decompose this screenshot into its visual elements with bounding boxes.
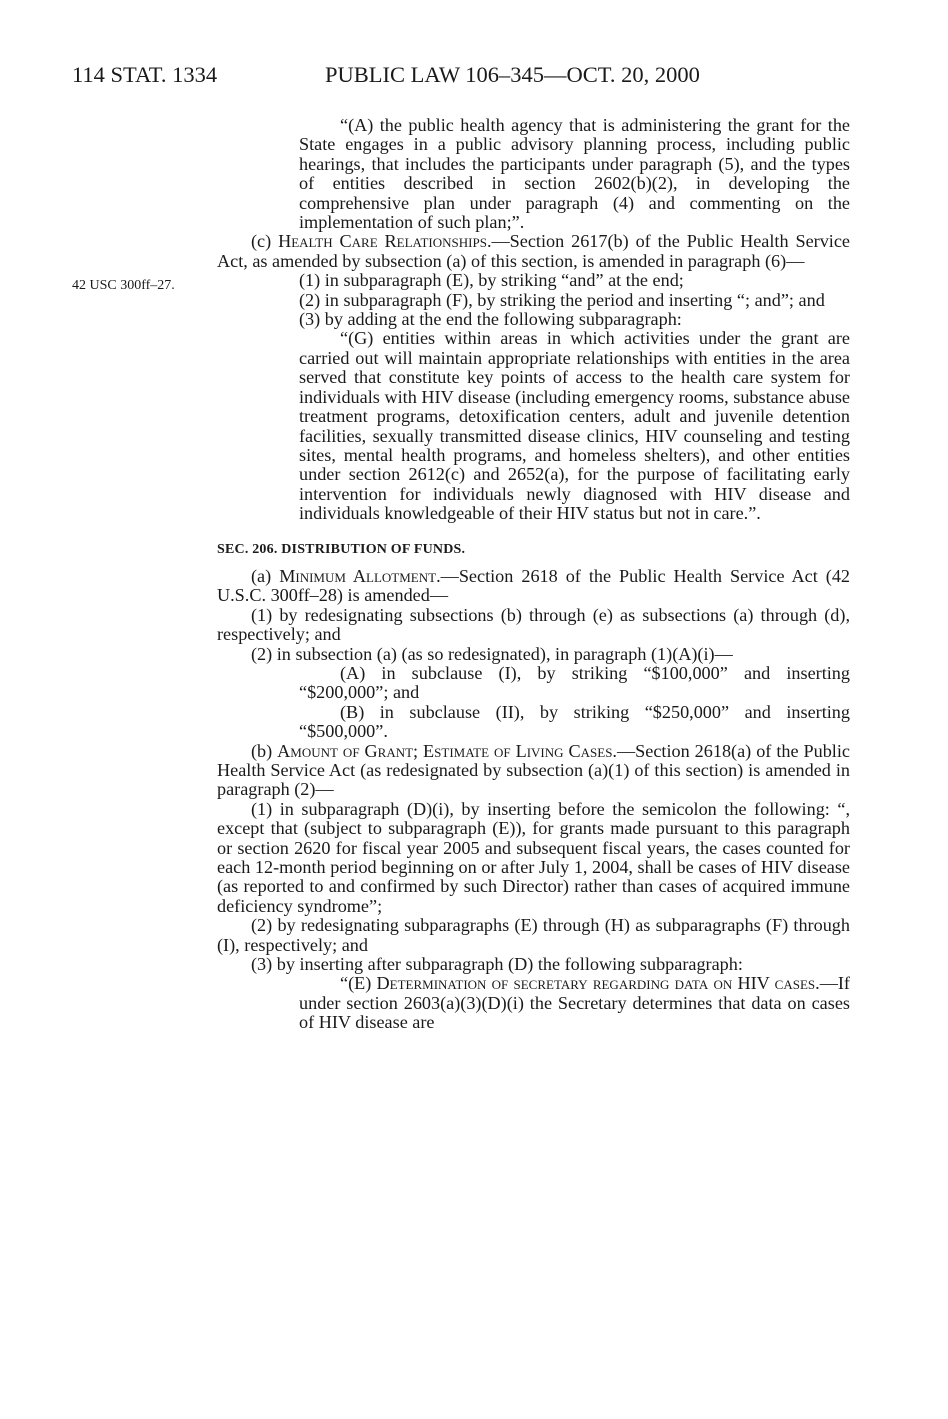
running-header	[72, 62, 852, 98]
subsection-b-item-1: (1) in subparagraph (D)(i), by inserting before the semicolon the following: “, except that (subject to subparagraph (E)), for grants made pursuant to this paragraph or section 2620 for fiscal year 2005 and subsequent fiscal years, the cases counted for each 12-month period beginning on or after July 1, 2004, shall be cases of HIV disease (as reported to and confirmed by such Director) rather than cases of acquired immune deficiency syndrome”;	[217, 798, 850, 916]
subsection-b: (b) Amount of Grant; Estimate of Living Cases.—Section 2618(a) of the Public Health Service Act (as redesignated by subsection (a)(1) of this section) is amended in paragraph (2)—	[217, 740, 850, 800]
statute-page-number: 114 STAT. 1334	[72, 62, 218, 87]
subsection-c-item-1: (1) in subparagraph (E), by striking “and” at the end;	[299, 270, 684, 291]
subparagraph-e: “(E) Determination of secretary regarding data on HIV cases.—If under section 2603(a)(3)(D)(i) the Secretary determines that data on cases of HIV disease are	[299, 973, 850, 1033]
subsection-a-item-2: (2) in subsection (a) (as so redesignated), in paragraph (1)(A)(i)—	[251, 643, 733, 664]
subsection-c-heading: Health Care Relationships	[278, 231, 487, 252]
section-heading: SEC. 206. DISTRIBUTION OF FUNDS.	[217, 541, 466, 557]
subsection-b-heading: Amount of Grant; Estimate of Living Cases	[277, 740, 613, 761]
document-body	[217, 116, 850, 1033]
public-law-citation: PUBLIC LAW 106–345—OCT. 20, 2000	[325, 62, 700, 87]
paragraph-a-text: “(A) the public health agency that is administering the grant for the State engages in a public advisory planning process, including public hearings, that includes the participants under paragraph (5), and the types of entities described in section 2602(b)(2), in developing the comprehensive plan under paragraph (4) and commenting on the implementation of such plan;”.	[299, 115, 850, 233]
subsection-a-item-2-B: (B) in subclause (II), by striking “$250,000” and inserting “$500,000”.	[299, 701, 850, 742]
subsection-b-item-2: (2) by redesignating subparagraphs (E) through (H) as subparagraphs (F) through (I), respectively; and	[217, 915, 850, 955]
subsection-a-item-2-A: (A) in subclause (I), by striking “$100,000” and inserting “$200,000”; and	[299, 662, 850, 703]
subsection-b-item-3: (3) by inserting after subparagraph (D) the following subparagraph:	[251, 954, 743, 975]
subsection-c: (c) Health Care Relationships.—Section 2617(b) of the Public Health Service Act, as amended by subsection (a) of this section, is amended in paragraph (6)—	[217, 231, 850, 271]
subsection-a-heading: Minimum Allotment	[279, 565, 437, 586]
subparagraph-e-heading: Determination of secretary regarding data on HIV cases	[376, 973, 816, 994]
subparagraph-g-text: “(G) entities within areas in which activities under the grant are carried out will maintain appropriate relationships with entities in the area served that constitute key points of access to the health care system for individuals with HIV disease (including emergency rooms, substance abuse treatment programs, detoxification centers, adult and juvenile detention facilities, sexually transmitted disease clinics, HIV counseling and testing sites, mental health programs, and homeless shelters), and other entities under section 2612(c) and 2652(a), for the purpose of facilitating early intervention for individuals newly diagnosed with HIV disease and individuals knowledgeable of their HIV status but not in care.”.	[299, 328, 850, 524]
subsection-c-item-2: (2) in subparagraph (F), by striking the period and inserting “; and”; and	[299, 289, 825, 310]
subsection-c-item-3: (3) by adding at the end the following subparagraph:	[299, 309, 682, 330]
subsection-a-item-1: (1) by redesignating subsections (b) through (e) as subsections (a) through (d), respectively; and	[217, 604, 850, 645]
margin-citation: 42 USC 300ff–27.	[72, 278, 175, 293]
subsection-a: (a) Minimum Allotment.—Section 2618 of the Public Health Service Act (42 U.S.C. 300ff–28) is amended—	[217, 565, 851, 606]
